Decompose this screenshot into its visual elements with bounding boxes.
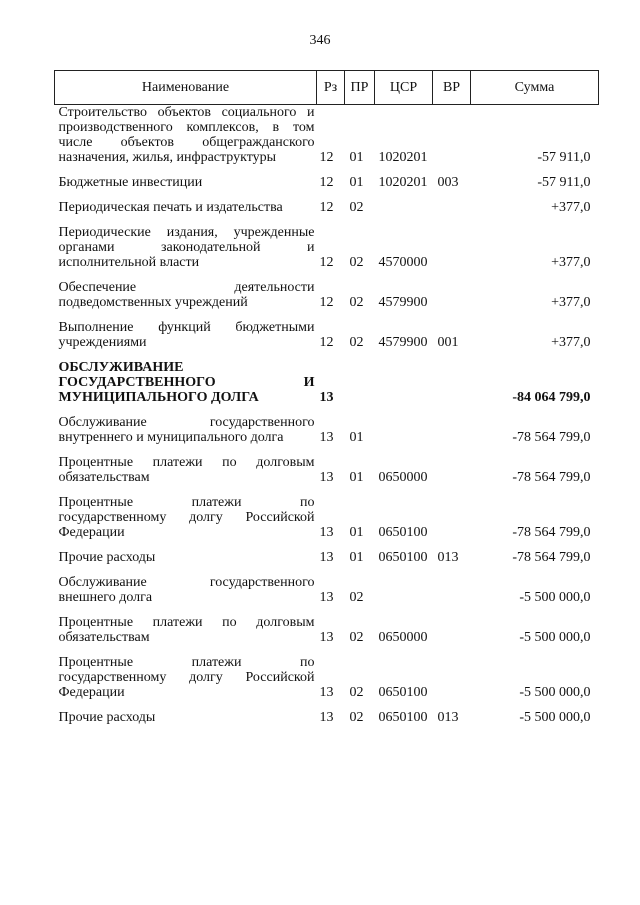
row-name: Процентные платежи по государственному долгу Российской Федерации (58, 495, 315, 540)
row-csr: 4579900 (378, 295, 428, 310)
row-csr: 0650100 (378, 550, 428, 565)
budget-table (54, 70, 599, 725)
row-vr: 013 (437, 710, 459, 725)
header-sum: Сумма (471, 71, 599, 105)
table-row (55, 165, 599, 190)
row-sum: -78 564 799,0 (512, 525, 591, 540)
row-sum: -78 564 799,0 (512, 470, 591, 485)
row-csr: 4570000 (378, 255, 428, 270)
row-sum: +377,0 (551, 200, 591, 215)
row-sum: -5 500 000,0 (519, 590, 591, 605)
row-name: Обслуживание государственного внутреннего и муниципального долга (58, 415, 315, 445)
row-csr (375, 565, 433, 605)
row-sum: -78 564 799,0 (512, 550, 591, 565)
row-sum: -57 911,0 (537, 175, 591, 190)
table-header (55, 71, 599, 105)
row-csr (375, 350, 433, 405)
row-csr: 0650100 (378, 710, 428, 725)
row-pr: 01 (349, 470, 364, 485)
table-row (55, 270, 599, 310)
row-csr (375, 405, 433, 445)
header-name: Наименование (55, 71, 317, 105)
row-pr: 01 (349, 525, 364, 540)
row-sum: -5 500 000,0 (519, 710, 591, 725)
row-vr (433, 215, 471, 270)
row-vr (433, 445, 471, 485)
row-vr: 013 (437, 550, 459, 565)
row-name: Процентные платежи по долговым обязательствам (58, 455, 315, 485)
row-pr: 01 (349, 175, 364, 190)
row-name: Периодические издания, учрежденные органами законодательной и исполнительной власти (58, 225, 315, 270)
row-vr: 003 (437, 175, 459, 190)
row-csr (375, 190, 433, 215)
row-sum: -57 911,0 (537, 150, 591, 165)
row-pr: 02 (349, 200, 364, 215)
table-row (55, 445, 599, 485)
row-rz: 13 (319, 710, 334, 725)
row-vr (433, 350, 471, 405)
table-row (55, 700, 599, 725)
table-row (55, 215, 599, 270)
row-pr (345, 350, 375, 405)
row-rz: 13 (319, 525, 334, 540)
header-row (55, 71, 599, 105)
row-rz: 13 (319, 550, 334, 565)
row-rz: 12 (319, 175, 334, 190)
row-csr: 4579900 (378, 335, 428, 350)
row-vr (433, 485, 471, 540)
row-name: ОБСЛУЖИВАНИЕ ГОСУДАРСТВЕННОГО И МУНИЦИПАЛЬНОГО ДОЛГА (58, 360, 315, 405)
row-name: Выполнение функций бюджетными учреждениями (58, 320, 315, 350)
header-csr: ЦСР (375, 71, 433, 105)
row-rz: 13 (319, 430, 334, 445)
row-vr (433, 190, 471, 215)
table-row (55, 105, 599, 166)
row-csr: 0650000 (378, 470, 428, 485)
row-sum: +377,0 (551, 335, 591, 350)
table-row (55, 350, 599, 405)
row-name: Процентные платежи по государственному долгу Российской Федерации (58, 655, 315, 700)
row-vr (433, 645, 471, 700)
row-name: Строительство объектов социального и производственного комплексов, в том числе объектов общегражданского назначения, жилья, инфраструктуры (58, 105, 315, 165)
row-vr (433, 270, 471, 310)
header-vr: ВР (433, 71, 471, 105)
row-vr (433, 105, 471, 166)
row-sum: +377,0 (551, 255, 591, 270)
header-pr: ПР (345, 71, 375, 105)
row-name: Обеспечение деятельности подведомственных учреждений (58, 280, 315, 310)
table-row (55, 310, 599, 350)
page-number: 346 (309, 33, 331, 48)
row-pr: 01 (349, 550, 364, 565)
row-pr: 02 (349, 710, 364, 725)
row-vr (433, 405, 471, 445)
row-name: Периодическая печать и издательства (58, 200, 283, 215)
table-row (55, 645, 599, 700)
row-sum: -5 500 000,0 (519, 630, 591, 645)
row-csr: 1020201 (378, 150, 428, 165)
row-pr: 01 (349, 150, 364, 165)
row-vr (433, 605, 471, 645)
table-body (55, 105, 599, 726)
row-pr: 02 (349, 685, 364, 700)
row-csr: 0650100 (378, 525, 428, 540)
row-sum: -78 564 799,0 (512, 430, 591, 445)
row-csr: 0650000 (378, 630, 428, 645)
row-csr: 0650100 (378, 685, 428, 700)
row-rz: 13 (319, 630, 334, 645)
row-rz: 12 (319, 200, 334, 215)
row-name: Прочие расходы (58, 710, 156, 725)
table-row (55, 405, 599, 445)
row-rz: 12 (319, 335, 334, 350)
row-sum: -84 064 799,0 (512, 390, 591, 405)
row-name: Бюджетные инвестиции (58, 175, 203, 190)
row-rz: 12 (319, 295, 334, 310)
row-name: Обслуживание государственного внешнего долга (58, 575, 315, 605)
table-row (55, 485, 599, 540)
table-row (55, 540, 599, 565)
row-rz: 13 (319, 590, 334, 605)
row-pr: 02 (349, 295, 364, 310)
row-sum: -5 500 000,0 (519, 685, 591, 700)
row-name: Прочие расходы (58, 550, 156, 565)
row-pr: 02 (349, 335, 364, 350)
table-row (55, 565, 599, 605)
row-csr: 1020201 (378, 175, 428, 190)
row-rz: 12 (319, 255, 334, 270)
row-rz: 13 (319, 470, 334, 485)
row-sum: +377,0 (551, 295, 591, 310)
row-rz: 12 (319, 150, 334, 165)
row-rz: 13 (319, 685, 334, 700)
row-pr: 02 (349, 590, 364, 605)
table-row (55, 605, 599, 645)
table-row (55, 190, 599, 215)
row-pr: 02 (349, 630, 364, 645)
header-rz: Рз (317, 71, 345, 105)
row-name: Процентные платежи по долговым обязательствам (58, 615, 315, 645)
row-pr: 02 (349, 255, 364, 270)
row-vr: 001 (437, 335, 459, 350)
row-pr: 01 (349, 430, 364, 445)
row-vr (433, 565, 471, 605)
row-rz: 13 (319, 390, 334, 405)
